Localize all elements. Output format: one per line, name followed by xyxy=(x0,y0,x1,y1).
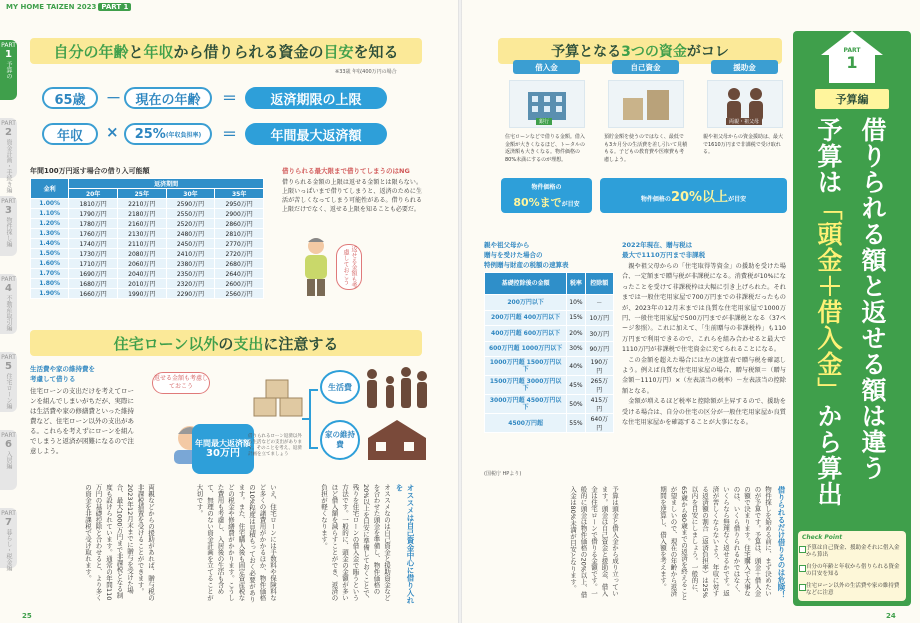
amount-cell: 2080万円 xyxy=(117,249,166,259)
table-row xyxy=(485,395,614,414)
rate-cell: 1.90% xyxy=(31,289,69,299)
tax-header: 控除額 xyxy=(585,273,613,295)
bracket-cell: 400万円超 600万円以下 xyxy=(485,326,567,342)
part-label: PART xyxy=(843,47,861,54)
tax-header: 税率 xyxy=(567,273,585,295)
repay-limit-result: 返済期限の上限 xyxy=(245,87,387,109)
family-silhouette-icon xyxy=(362,366,430,410)
tax-rate-cell: 10% xyxy=(567,295,585,311)
expense-diagram xyxy=(140,370,430,480)
tax-rate-cell: 40% xyxy=(567,357,585,376)
savings-icon xyxy=(608,80,684,128)
amount-cell: 2130万円 xyxy=(117,229,166,239)
amount-cell: 2180万円 xyxy=(117,209,166,219)
equals-sign-1: ＝ xyxy=(222,89,238,107)
ng-body: 借りられる金額の上限は返せる金額とは限らない。上限いっぱいまで借りてしまうと、返済のために生活が苦しくなってしまう可能性がある。借りられる上限だけでなく、返せる上限を知ることも必要だ。 xyxy=(282,179,422,213)
tax-text-p1: 親や祖父母からの「住宅取得等資金」の援助を受けた場合、一定額まで贈与税が非課税になる。消費税が10%になったことを受けて非課税枠は大幅に引き上げられた。それまでは一般住宅用家屋で700万円までの非課税だったものが、2023年の12月末までは良質な住宅用家屋で1000万円、一般住宅用家屋で500万円までが非課税となる（37ページ参照）。これに加えて、「生前贈与の非課税枠」も110万円まで利用できるので、これらを組み合わせると最大で1110万円が非課税で住宅資金に充てられることになる。 xyxy=(622,263,786,354)
fund-loan-text: 住宅ローンなどで借りる金額。借入金額が大きくなるほど、トータルの返済額も大きくなる。物件価格の80%未満にするのが理想。 xyxy=(505,134,586,163)
rate-cell: 1.50% xyxy=(31,249,69,259)
page-number-right: 24 xyxy=(886,612,896,620)
page-number-left: 25 xyxy=(22,612,32,620)
tax-table-title-2: 贈与を受けた場合の xyxy=(484,251,543,259)
bank-building-icon xyxy=(509,80,585,128)
tax-rate-cell: 50% xyxy=(567,395,585,414)
table-row xyxy=(31,209,264,219)
amount-cell: 2380万円 xyxy=(166,259,215,269)
amount-cell: 2640万円 xyxy=(215,269,264,279)
amount-cell: 2520万円 xyxy=(166,219,215,229)
amount-cell: 2060万円 xyxy=(117,259,166,269)
max-repay-box: 年間最大返済額 30万円 xyxy=(192,424,254,474)
equals-sign-2: ＝ xyxy=(222,125,238,143)
table-row xyxy=(31,229,264,239)
rate-cell: 1.70% xyxy=(31,269,69,279)
rate-cell: 1.00% xyxy=(31,199,69,209)
tax-rate-cell: 30% xyxy=(567,341,585,357)
tax-text-body xyxy=(622,262,786,429)
fund-loan-guideline: 物件価格の 80%までが目安 xyxy=(501,178,592,213)
part-tab-6[interactable]: PART 6 入居編 xyxy=(0,430,17,490)
intro-body-2: 予算は頭金と借入金から成り立っています。頭金は自己資金と援助金、借入金は住宅ローンで借りる金額です。一般的に頭金は物件価格の20%以上、借入金は80%未満が目安となります。 xyxy=(569,486,619,598)
part-tab-3[interactable]: PART 3 物件探し編 xyxy=(0,196,17,256)
age-65-box: 65歳 xyxy=(42,87,98,109)
deduction-cell: － xyxy=(585,295,613,311)
living-body: 住宅ローンの支出だけを考えてローンを組んでしまいがちだが、実際には生活費や家の修繕費といった維持費など、住宅ローン以外の支出がある。これらを考えずにローンを組んでしまうと返済が困難になるので注意しよう。 xyxy=(30,387,134,455)
rate-cell: 1.30% xyxy=(31,229,69,239)
deduction-cell: 640万円 xyxy=(585,414,613,433)
col3-body: 両親などからの援助があれば、贈与税の非課税措置を受けることができます。2023年12月末までに贈与を受けた場合、最大1000万円まで非課税となる制度も設けられています。通常の年間110万円の基礎控除と合わせると、より多くの資金を非課税で受け取れます。 xyxy=(84,484,155,601)
example-note: ※33歳 年収400万円の場合 xyxy=(335,69,397,75)
table-row xyxy=(485,326,614,342)
deduction-cell: 30万円 xyxy=(585,326,613,342)
part-name: 予算編 xyxy=(815,89,889,109)
fund-own-text: 預貯金額を使うのではなく、最低でも3カ月分の生活費を差し引いて見積もる。子どもの教育費や医療費も考慮しよう。 xyxy=(604,134,688,163)
deduction-cell: 415万円 xyxy=(585,395,613,414)
fund-own-tag: 自己資金 xyxy=(612,60,679,74)
section-banner-2: 住宅ローン以外 の 支出 に注意する xyxy=(30,330,422,356)
term-header: 35年 xyxy=(215,189,264,199)
upkeep-cost-label: 家の維持費 xyxy=(320,420,360,460)
branch-arrow xyxy=(300,384,320,454)
table-row xyxy=(485,310,614,326)
amount-cell: 2320万円 xyxy=(166,279,215,289)
bank-label: 銀行 xyxy=(536,118,552,125)
ratio-box: 25% (年収負担率) xyxy=(124,123,212,145)
man-illustration xyxy=(296,236,336,298)
amount-cell: 1990万円 xyxy=(117,289,166,299)
amount-cell: 1710万円 xyxy=(69,259,118,269)
part-title-panel xyxy=(793,31,911,606)
house-silhouette-icon xyxy=(364,416,430,462)
term-header: 20年 xyxy=(69,189,118,199)
living-cost-label: 生活費 xyxy=(320,370,360,404)
part-tab-7[interactable]: PART 7 暮らし・税金編 xyxy=(1,510,16,571)
table-row xyxy=(31,199,264,209)
amount-cell: 2350万円 xyxy=(166,269,215,279)
minus-sign: － xyxy=(106,89,122,107)
amount-cell: 1790万円 xyxy=(69,209,118,219)
loan-capacity-table xyxy=(30,178,264,299)
tax-rate-cell: 20% xyxy=(567,326,585,342)
spine-gutter xyxy=(458,0,462,623)
max-annual-repay-result: 年間最大返済額 xyxy=(245,123,387,145)
table-row xyxy=(31,239,264,249)
amount-cell: 2290万円 xyxy=(166,289,215,299)
bracket-cell: 600万円超 1000万円以下 xyxy=(485,341,567,357)
table-row xyxy=(31,249,264,259)
income-box: 年収 xyxy=(42,123,98,145)
table-row xyxy=(485,376,614,395)
rate-cell: 1.20% xyxy=(31,219,69,229)
bracket-cell: 200万円超 400万円以下 xyxy=(485,310,567,326)
deduction-cell: 265万円 xyxy=(585,376,613,395)
section-banner-1: 自分の年齢 と 年収 から借りられる資金 の 目安 を知る xyxy=(30,38,422,64)
check-item-3: 住宅ローン以外の生活費や家の維持費などに注意 xyxy=(806,583,902,597)
check-point-heading: Check Point xyxy=(802,534,843,541)
tax-source-note: (国税庁 HPより) xyxy=(484,471,522,477)
deduction-cell: 90万円 xyxy=(585,341,613,357)
term-group-header: 返済期間 xyxy=(69,179,264,189)
gift-tax-table xyxy=(484,272,614,433)
amount-cell: 2600万円 xyxy=(215,279,264,289)
intro-heading: 借りられるだけ借りるのは危険！ xyxy=(777,486,786,599)
living-heading-1: 生活費や家の維持費を xyxy=(30,365,95,373)
amount-cell: 2550万円 xyxy=(166,209,215,219)
rate-cell: 1.10% xyxy=(31,209,69,219)
bracket-cell: 200万円以下 xyxy=(485,295,567,311)
check-item-2: 自分の年齢と年収から借りられる資金の目安を知る xyxy=(806,564,902,578)
amount-cell: 2210万円 xyxy=(117,199,166,209)
amount-cell: 2410万円 xyxy=(166,249,215,259)
tax-text-p3: 金額が増えるほど税率と控除額が上昇するので、援助を受ける場合は、自分の住宅の区分が一般住宅用家屋か良質な住宅用家屋かを確認することが大事になる。 xyxy=(622,398,786,427)
table-row xyxy=(485,295,614,311)
term-header: 25年 xyxy=(117,189,166,199)
diagram-bubble: 返せる金額も考慮しておこう xyxy=(152,372,210,394)
table-row xyxy=(485,414,614,433)
running-header: MY HOME TAIZEN 2023 PART 1 xyxy=(6,3,131,11)
tax-text-heading-1: 2022年現在、贈与税は xyxy=(622,241,693,249)
amount-cell: 2480万円 xyxy=(166,229,215,239)
tax-rate-cell: 15% xyxy=(567,310,585,326)
section-banner-3: 予算となる 3つの資金 がコレ xyxy=(498,38,782,64)
amount-cell: 2720万円 xyxy=(215,249,264,259)
amount-cell: 1680万円 xyxy=(69,279,118,289)
deduction-cell: 10万円 xyxy=(585,310,613,326)
amount-cell: 2950万円 xyxy=(215,199,264,209)
rate-cell: 1.60% xyxy=(31,259,69,269)
fund-aid-tag: 援助金 xyxy=(711,60,778,74)
tax-rate-cell: 45% xyxy=(567,376,585,395)
panel-title-1: 借りられる額と返せる額は違う xyxy=(858,117,887,481)
times-sign: × xyxy=(106,123,119,141)
bracket-cell: 1500万円超 3000万円以下 xyxy=(485,376,567,395)
table-row xyxy=(485,341,614,357)
loan-table-title: 年間100万円返す場合の借り入可能額 xyxy=(30,167,150,175)
fund-loan-tag: 借入金 xyxy=(513,60,580,74)
current-age-box: 現在の年齢 xyxy=(124,87,212,109)
amount-cell: 1780万円 xyxy=(69,219,118,229)
table-row xyxy=(31,259,264,269)
amount-cell: 1760万円 xyxy=(69,229,118,239)
amount-cell: 1660万円 xyxy=(69,289,118,299)
part-number: 1 xyxy=(846,53,858,72)
amount-cell: 2450万円 xyxy=(166,239,215,249)
fund-aid-text: 親や祖父母からの資金援助は、最大で1610万円まで非課税で受け取れる。 xyxy=(703,134,784,155)
amount-cell: 2900万円 xyxy=(215,209,264,219)
table-row xyxy=(31,279,264,289)
col2-body: いえ、住宅ローンには手数料や保険料など多くの諸費用がかかるほか、物件価格の10%程度は見積もっておく必要があります。また、住宅購入後も固定資産税などの税金や修繕費がかかります。こうした費用も考慮し、入居後の生活も含めて、無理のない資金計画を立てることが大切です。 xyxy=(195,484,277,603)
down-payment-guideline: 物件価格の20%以上が目安 xyxy=(600,178,787,213)
amount-cell: 1740万円 xyxy=(69,239,118,249)
rate-cell: 1.80% xyxy=(31,279,69,289)
check-item-1: 予算は自己資金、援助金それに借入金から算出 xyxy=(806,545,902,559)
bracket-cell: 3000万円超 4500万円以下 xyxy=(485,395,567,414)
tax-rate-cell: 55% xyxy=(567,414,585,433)
part-tab-1[interactable]: PART 1 予算の xyxy=(0,40,17,100)
col1-heading: オススメは自己資金中心に借り入れを xyxy=(395,484,415,604)
part-tab-5[interactable]: PART 5 住宅ローン編 xyxy=(0,352,17,412)
amount-cell: 2560万円 xyxy=(215,289,264,299)
amount-cell: 2770万円 xyxy=(215,239,264,249)
amount-cell: 2010万円 xyxy=(117,279,166,289)
check-point-box xyxy=(798,531,906,601)
fund-loan xyxy=(497,60,596,215)
part-tab-4[interactable]: PART 4 不動産取引編 xyxy=(0,274,17,334)
col1-body: オススメなのは自己資金と援助資金などを合わせた頭金を準備し、物件価格の20%以上を目安に準備しておくことで、残りを住宅ローンの借入金で賄うという方法です。一般的に、頭金の金額が多いほど借入額を減らすことができ、返済の負担が軽くなります。 xyxy=(320,484,391,603)
rate-header: 金利 xyxy=(31,179,69,199)
amount-cell: 2160万円 xyxy=(117,219,166,229)
diagram-small-note: 借りられるローン返済以外も生活などの支出があります。そのことを考え、返済計画を立てましょう xyxy=(248,434,302,457)
amount-cell: 2810万円 xyxy=(215,229,264,239)
man-speech-bubble: 返せる金額も考慮しておこう xyxy=(336,244,362,290)
rate-cell: 1.40% xyxy=(31,239,69,249)
amount-cell: 2680万円 xyxy=(215,259,264,269)
amount-cell: 2590万円 xyxy=(166,199,215,209)
amount-cell: 1690万円 xyxy=(69,269,118,279)
table-row xyxy=(485,357,614,376)
intro-body: 物件探しを始める前に、まず決めたいのが予算です。予算は、頭金＋借入金の額で決まります。住宅購入で大事なのは、いくら借りられるかではなく、いくらなら無理なく返せるかです。返済が苦しくならないよう、年収に対する返済額の割合（返済負担率）は25%以内を目安にしましょう。一般的に、65歳から80歳までの返済を終えることが望ましいので、現在の年齢から返済期間を逆算し、借入額を考えます。 xyxy=(659,486,772,601)
parents-label: 両親・祖父母 xyxy=(726,118,762,125)
amount-cell: 2040万円 xyxy=(117,269,166,279)
table-row xyxy=(31,289,264,299)
tax-text-heading-2: 最大で1110万円まで非課税 xyxy=(622,251,706,259)
bracket-cell: 4500万円超 xyxy=(485,414,567,433)
panel-title-2: 予算は「頭金＋借入金」から算出 xyxy=(814,117,843,507)
deduction-cell: 190万円 xyxy=(585,357,613,376)
amount-cell: 1730万円 xyxy=(69,249,118,259)
tax-table-title-1: 親や祖父母から xyxy=(484,241,530,249)
parents-icon xyxy=(707,80,783,128)
living-heading-2: 考慮して借りる xyxy=(30,375,76,383)
part-tabs xyxy=(0,40,17,600)
amount-cell: 1810万円 xyxy=(69,199,118,209)
ng-heading: 借りられる最大限まで借りてしまうのはNG xyxy=(282,167,410,175)
tax-table-title-3: 特例贈与財産の税額の速算表 xyxy=(484,261,569,269)
table-row xyxy=(31,269,264,279)
tax-header: 基礎控除後の金額 xyxy=(485,273,567,295)
bracket-cell: 1000万円超 1500万円以下 xyxy=(485,357,567,376)
table-row xyxy=(31,219,264,229)
amount-cell: 2860万円 xyxy=(215,219,264,229)
tax-text-p2: この金額を超えた場合には左の速算表で贈与税を確認しよう。例えば良質な住宅用家屋の場合、贈与税額＝（贈与金額－1110万円）×（左表該当の税率）－左表該当の控除額となる。 xyxy=(622,356,786,395)
part-tab-2[interactable]: PART 2 資金計画・手続き編 xyxy=(1,120,16,193)
amount-cell: 2110万円 xyxy=(117,239,166,249)
term-header: 30年 xyxy=(166,189,215,199)
